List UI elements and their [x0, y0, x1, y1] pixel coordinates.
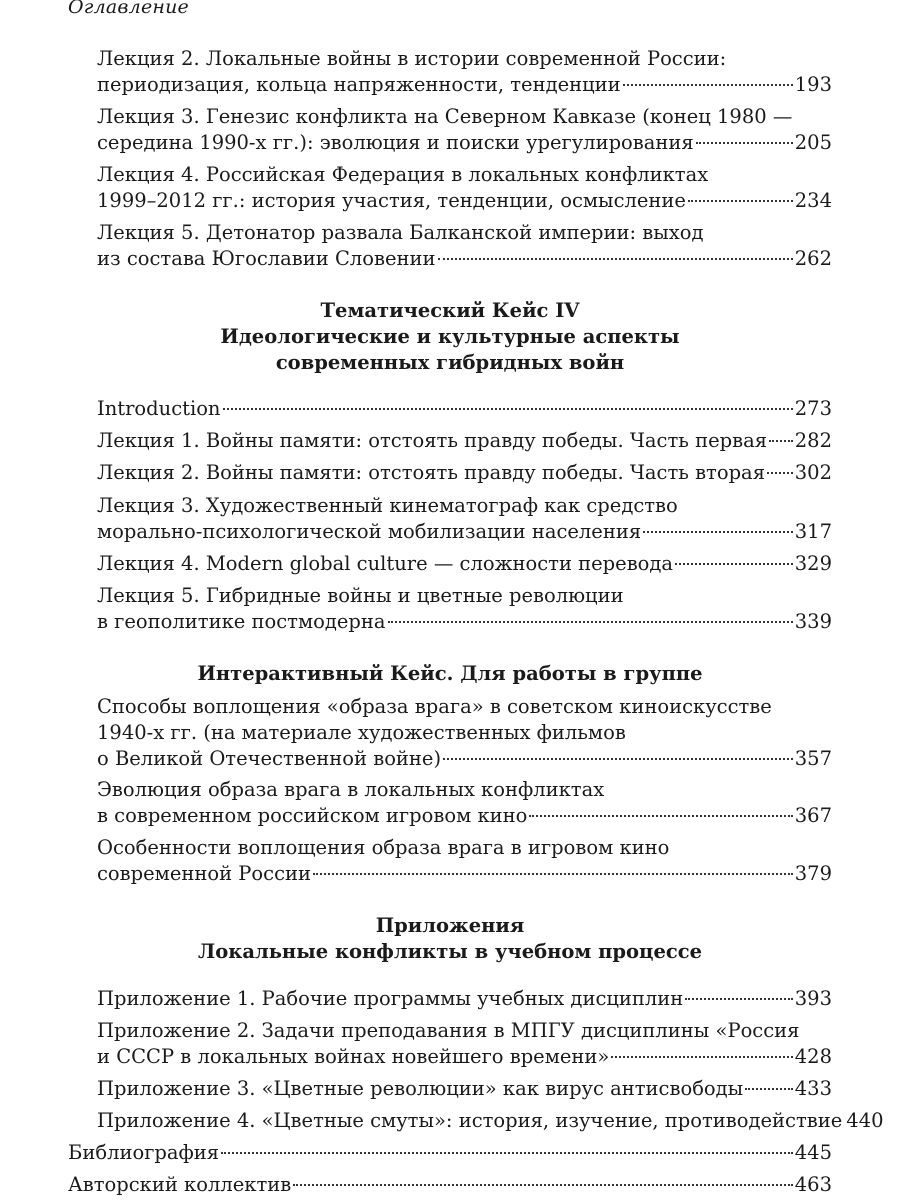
- page-number: 329: [794, 552, 832, 575]
- page-number: 463: [794, 1173, 832, 1196]
- toc-entry: Особенности воплощения образа врага в игровом кино современной России 379: [97, 836, 832, 885]
- page-number: 317: [794, 520, 832, 543]
- page-number: 445: [794, 1141, 832, 1164]
- page-number: 428: [794, 1045, 832, 1068]
- toc-entry: Лекция 1. Войны памяти: отстоять правду победы. Часть первая 282: [97, 429, 832, 452]
- page-number: 393: [794, 987, 832, 1010]
- page-number: 367: [794, 804, 832, 827]
- toc-entry: Лекция 3. Генезис конфликта на Северном Кавказе (конец 1980 — середина 1990-х гг.): эволюция и поиски урегулирования 205: [97, 105, 832, 154]
- dot-leader: [388, 621, 793, 623]
- page-number: 379: [794, 862, 832, 885]
- toc-entry: Лекция 2. Войны памяти: отстоять правду победы. Часть вторая 302: [97, 461, 832, 484]
- toc-entry: Приложение 4. «Цветные смуты»: история, изучение, противодействие 440: [97, 1109, 884, 1132]
- page-number: 440: [846, 1109, 884, 1132]
- toc-entry: Приложение 2. Задачи преподавания в МПГУ дисциплины «Россия и СССР в локальных войнах новейшего времени» 428: [97, 1019, 832, 1068]
- page-number: 302: [794, 461, 832, 484]
- dot-leader: [623, 84, 793, 86]
- toc-entry: Авторский коллектив 463: [68, 1173, 832, 1196]
- dot-leader: [611, 1056, 792, 1058]
- toc-entry: Приложение 3. «Цветные революции» как вирус антисвободы 433: [97, 1077, 832, 1100]
- page-number: 339: [794, 610, 832, 633]
- page-number: 205: [794, 131, 832, 154]
- dot-leader: [696, 142, 793, 144]
- toc-entry: Лекция 2. Локальные войны в истории современной России: периодизация, кольца напряженности, тенденции 193: [97, 47, 832, 96]
- section-heading: Приложения Локальные конфликты в учебном процессе: [197, 914, 703, 963]
- dot-leader: [745, 1088, 793, 1090]
- page-number: 193: [794, 73, 832, 96]
- dot-leader: [293, 1184, 793, 1186]
- page-number: 433: [794, 1077, 832, 1100]
- toc-entry: Библиография 445: [68, 1141, 832, 1164]
- dot-leader: [313, 873, 793, 875]
- running-head: Оглавление: [68, 0, 190, 18]
- toc-entry: Приложение 1. Рабочие программы учебных дисциплин 393: [97, 987, 832, 1010]
- toc-entry: Лекция 5. Гибридные войны и цветные революции в геополитике постмодерна 339: [97, 584, 832, 633]
- toc-entry: Introduction 273: [97, 397, 832, 420]
- section-heading: Интерактивный Кейс. Для работы в группе: [197, 662, 703, 685]
- toc-entry: Лекция 4. Modern global culture — сложности перевода 329: [97, 552, 832, 575]
- page-number: 357: [794, 747, 832, 770]
- toc-entry: Эволюция образа врага в локальных конфликтах в современном российском игровом кино 367: [97, 778, 832, 827]
- dot-leader: [767, 472, 793, 474]
- toc-entry: Лекция 4. Российская Федерация в локальных конфликтах 1999–2012 гг.: история участия, тенденции, осмысление 234: [97, 163, 832, 212]
- page-number: 262: [794, 247, 832, 270]
- dot-leader: [223, 408, 793, 410]
- toc-entry: Лекция 3. Художественный кинематограф как средство морально-психологической мобилизации населения 317: [97, 494, 832, 543]
- section-heading: Тематический Кейс IV Идеологические и культурные аспекты современных гибридных войн: [220, 299, 680, 374]
- page-number: 273: [794, 397, 832, 420]
- toc-entry: Лекция 5. Детонатор развала Балканской империи: выход из состава Югославии Словении 262: [97, 221, 832, 270]
- toc-entry: Способы воплощения «образа врага» в советском киноискусстве 1940-х гг. (на материале художественных фильмов о Великой Отечественной войне) 357: [97, 695, 832, 770]
- dot-leader: [643, 531, 793, 533]
- dot-leader: [438, 258, 793, 260]
- dot-leader: [769, 440, 793, 442]
- page-number: 282: [794, 429, 832, 452]
- dot-leader: [443, 758, 793, 760]
- dot-leader: [529, 815, 792, 817]
- dot-leader: [221, 1152, 793, 1154]
- dot-leader: [675, 563, 793, 565]
- page-number: 234: [794, 189, 832, 212]
- dot-leader: [688, 200, 793, 202]
- dot-leader: [685, 998, 792, 1000]
